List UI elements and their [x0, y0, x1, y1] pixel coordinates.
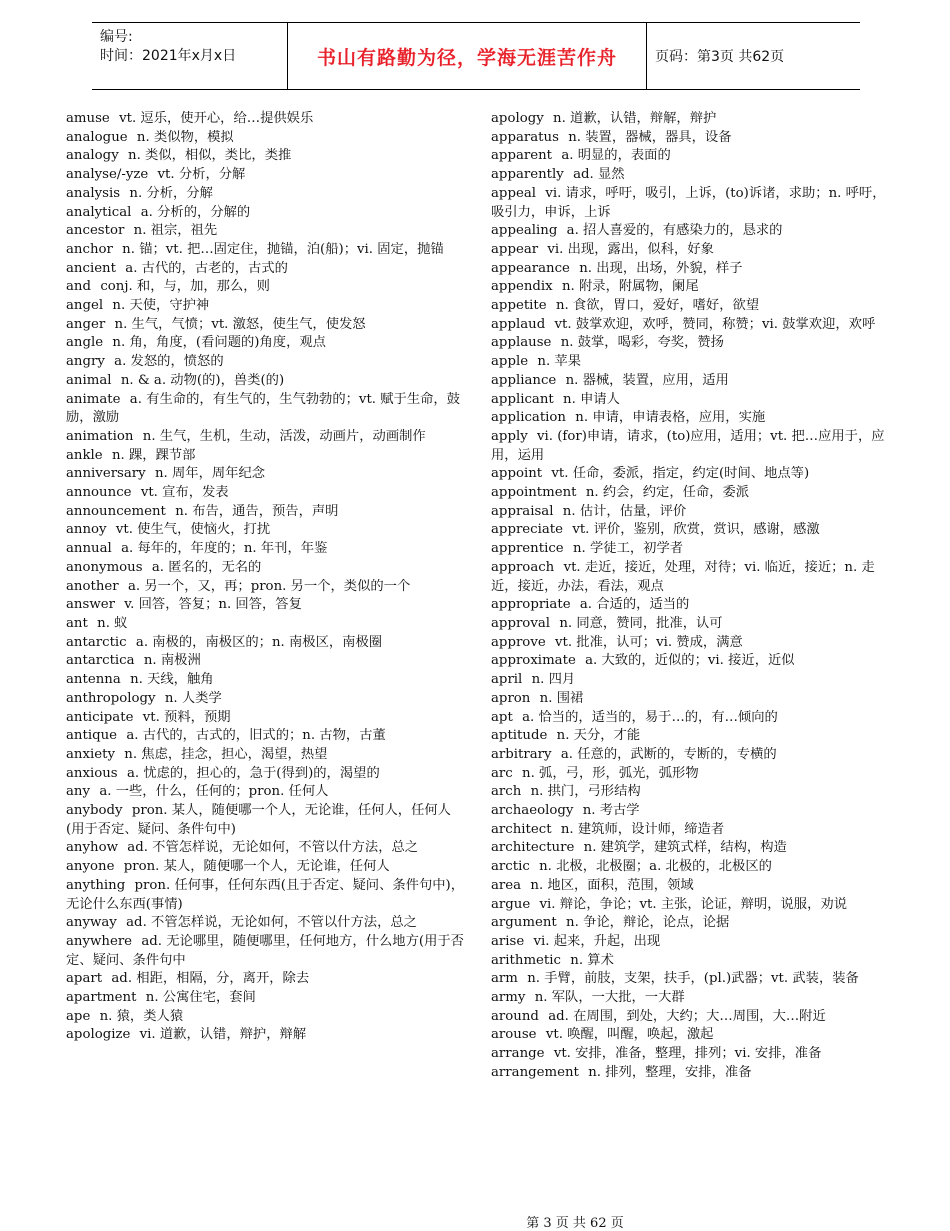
- entry-definition: vt. 安排，准备，整理，排列；vi. 安排，准备: [553, 1046, 822, 1062]
- dictionary-entry: [491, 484, 891, 503]
- entry-word: anybody: [66, 803, 123, 819]
- entry-definition: n. 公寓住宅，套间: [145, 990, 256, 1006]
- entry-definition: n. 天线，触角: [130, 672, 214, 688]
- entry-definition: n. 同意，赞同，批准，认可: [559, 615, 723, 631]
- entry-word: aptitude: [491, 728, 548, 744]
- entry-word: area: [491, 877, 522, 893]
- dictionary-entry: [66, 559, 466, 578]
- entry-definition: n. 四月: [531, 672, 576, 688]
- dictionary-entry: [491, 933, 891, 952]
- dictionary-entry: [491, 185, 891, 222]
- entry-definition: vi. 起来，升起，出现: [533, 933, 661, 949]
- entry-definition: a. 匿名的，无名的: [151, 559, 262, 575]
- entry-word: analyse/-yze: [66, 167, 149, 183]
- dictionary-entry: [491, 409, 891, 428]
- entry-definition: a. 一些，什么，任何的；pron. 任何人: [99, 784, 329, 800]
- entry-definition: a. 任意的，武断的，专断的，专横的: [560, 746, 777, 762]
- entry-definition: a. 发怒的，愤怒的: [114, 354, 224, 370]
- dictionary-entry: [66, 484, 466, 503]
- entry-word: ancestor: [66, 223, 125, 239]
- entry-definition: a. 有生命的，有生气的，生气勃勃的；vt. 赋于生命，鼓励，激励: [66, 391, 461, 426]
- dictionary-entry: [491, 166, 891, 185]
- entry-definition: n. 建筑师，设计师，缔造者: [560, 821, 725, 837]
- dictionary-entry: [491, 802, 891, 821]
- entry-word: architect: [491, 821, 552, 837]
- entry-word: annoy: [66, 522, 107, 538]
- dictionary-entry: [491, 1064, 891, 1083]
- dictionary-entry: [66, 578, 466, 597]
- entry-definition: n. 苹果: [537, 354, 581, 370]
- entry-word: ant: [66, 615, 88, 631]
- entry-definition: n. 装置，器械，器具，设备: [568, 129, 732, 145]
- dictionary-entry: [491, 559, 891, 596]
- dictionary-entry: [66, 278, 466, 297]
- entry-definition: n. 申请，申请表格，应用，实施: [575, 410, 766, 426]
- entry-word: arctic: [491, 859, 530, 875]
- entry-definition: n. 手臂，前肢，支架，扶手，(pl.)武器；vt. 武装，装备: [527, 971, 859, 987]
- dictionary-entry: [491, 914, 891, 933]
- entry-word: arm: [491, 971, 518, 987]
- entry-word: approximate: [491, 653, 576, 669]
- dictionary-entry: [66, 634, 466, 653]
- entry-definition: n. 考古学: [582, 803, 640, 819]
- document-time: 时间：2021年x月x日: [100, 48, 237, 64]
- entry-word: angle: [66, 335, 104, 351]
- dictionary-entry: [66, 204, 466, 223]
- dictionary-entry: [491, 783, 891, 802]
- entry-word: anything: [66, 877, 126, 893]
- dictionary-entry: [491, 970, 891, 989]
- dictionary-entry: [491, 391, 891, 410]
- dictionary-entry: [66, 353, 466, 372]
- dictionary-entry: [66, 241, 466, 260]
- dictionary-entry: [66, 1026, 466, 1045]
- entry-word: appetite: [491, 298, 547, 314]
- entry-definition: conj. 和，与，加，那么，则: [100, 279, 270, 295]
- entry-definition: n. 角，角度，(看问题的)角度，观点: [112, 335, 326, 351]
- dictionary-entry: [66, 166, 466, 185]
- entry-definition: vi. 道歉，认错，辩护，辩解: [139, 1027, 307, 1043]
- entry-word: around: [491, 1008, 539, 1024]
- dictionary-entry: [66, 652, 466, 671]
- entry-definition: n. 算术: [570, 952, 614, 968]
- entry-definition: n. 建筑学，建筑式样，结构，构造: [583, 840, 787, 856]
- dictionary-entry: [66, 521, 466, 540]
- entry-definition: n. 猿，类人猿: [99, 1008, 184, 1024]
- motto: 书山有路勤为径，学海无涯苦作舟: [316, 46, 617, 69]
- entry-word: arithmetic: [491, 952, 561, 968]
- entry-definition: n. 祖宗，祖先: [133, 223, 218, 239]
- dictionary-entry: [491, 896, 891, 915]
- dictionary-entry: [66, 391, 466, 428]
- entry-word: anxiety: [66, 746, 115, 762]
- entry-definition: vi. 请求，呼吁，吸引，上诉，(to)诉诸，求助；n. 呼吁，吸引力，申诉，上诉: [491, 185, 886, 220]
- dictionary-entry: [66, 222, 466, 241]
- entry-definition: n. 鼓掌，喝彩，夸奖，赞扬: [560, 335, 724, 351]
- dictionary-entry: [491, 465, 891, 484]
- entry-definition: ad. 无论哪里，随便哪里，任何地方，什么地方(用于否定、疑问、条件句中: [66, 933, 464, 968]
- entry-word: anniversary: [66, 466, 146, 482]
- entry-definition: a. 古代的，古式的，旧式的；n. 古物，古董: [126, 728, 386, 744]
- entry-word: antique: [66, 728, 118, 744]
- entry-definition: pron. 某人，随便哪一个人，无论谁，任何人: [123, 859, 390, 875]
- entry-definition: n. 弧，弓，形，弧光，弧形物: [522, 765, 699, 781]
- entry-word: army: [491, 990, 526, 1006]
- dictionary-entry: [66, 877, 466, 914]
- header-meta: [92, 23, 288, 89]
- entry-word: april: [491, 672, 523, 688]
- dictionary-entry: [66, 147, 466, 166]
- entry-definition: pron. 某人，随便哪一个人，无论谁，任何人，任何人(用于否定、疑问、条件句中): [66, 803, 451, 837]
- entry-definition: n. 地区，面积，范围，领域: [530, 877, 694, 893]
- dictionary-entry: [66, 540, 466, 559]
- entry-word: analogy: [66, 148, 119, 164]
- entry-word: apparently: [491, 167, 564, 183]
- dictionary-entry: [491, 652, 891, 671]
- entry-definition: a. 忧虑的，担心的，急于(得到)的，渴望的: [126, 765, 380, 781]
- entry-word: apology: [491, 111, 544, 126]
- entry-word: architecture: [491, 840, 575, 856]
- entry-definition: n. 军队，一大批，一大群: [534, 990, 685, 1006]
- dictionary-entry: [66, 110, 466, 129]
- entry-word: analogue: [66, 129, 128, 145]
- entry-definition: n. 南极洲: [143, 653, 201, 669]
- entry-word: apart: [66, 971, 103, 987]
- entry-definition: n. 估计，估量，评价: [562, 503, 687, 519]
- entry-definition: vt. 使生气，使恼火，打扰: [115, 522, 271, 538]
- dictionary-entry: [66, 1008, 466, 1027]
- entry-word: appreciate: [491, 522, 564, 538]
- entry-word: anyone: [66, 859, 115, 875]
- entry-word: anyway: [66, 915, 117, 931]
- entry-word: announce: [66, 485, 132, 501]
- entry-word: analytical: [66, 204, 132, 220]
- entry-word: applause: [491, 335, 552, 351]
- entry-definition: n. 拱门，弓形结构: [530, 784, 641, 800]
- entry-word: apply: [491, 428, 528, 444]
- entry-word: anonymous: [66, 559, 143, 575]
- entry-word: arrangement: [491, 1064, 579, 1080]
- entry-word: arrange: [491, 1046, 545, 1062]
- entry-word: another: [66, 578, 119, 594]
- dictionary-entry: [491, 615, 891, 634]
- entry-definition: vi. 辩论，争论；vt. 主张，论证，辩明，说服，劝说: [539, 896, 847, 912]
- dictionary-entry: [66, 316, 466, 335]
- entry-word: approve: [491, 634, 546, 650]
- entry-word: arc: [491, 765, 513, 781]
- entry-word: apprentice: [491, 541, 564, 557]
- entry-definition: pron. 任何事，任何东西(且于否定、疑问、条件句中)，无论什么东西(事情): [66, 877, 465, 912]
- entry-definition: n. 布告，通告，预告，声明: [175, 503, 339, 519]
- dictionary-entry: [491, 110, 891, 129]
- entry-word: approach: [491, 559, 555, 575]
- dictionary-entry: [66, 671, 466, 690]
- entry-definition: n. 围裙: [539, 690, 584, 706]
- dictionary-entry: [66, 465, 466, 484]
- entry-definition: n. 争论，辩论，论点，论据: [566, 915, 730, 931]
- entry-definition: ad. 相距，相隔，分，离开，除去: [111, 971, 310, 987]
- entry-word: argue: [491, 896, 531, 912]
- dictionary-entry: [66, 783, 466, 802]
- dictionary-entry: [491, 1008, 891, 1027]
- entry-word: angel: [66, 298, 104, 314]
- entry-definition: a. 合适的，适当的: [579, 597, 690, 613]
- entry-word: arch: [491, 784, 522, 800]
- dictionary-entry: [491, 746, 891, 765]
- dictionary-entry: [66, 447, 466, 466]
- entry-word: anyhow: [66, 840, 118, 856]
- dictionary-entry: [491, 129, 891, 148]
- dictionary-entry: [66, 260, 466, 279]
- entry-definition: n. 食欲，胃口，爱好，嗜好，欲望: [555, 298, 760, 314]
- dictionary-entry: [491, 634, 891, 653]
- entry-word: any: [66, 784, 91, 800]
- dictionary-entry: [66, 428, 466, 447]
- entry-word: antarctic: [66, 634, 127, 650]
- dictionary-entry: [66, 989, 466, 1008]
- entry-word: and: [66, 279, 92, 295]
- entry-definition: n. 器械，装置，应用，适用: [565, 372, 729, 388]
- entry-definition: n. 北极，北极圈；a. 北极的，北极区的: [539, 859, 772, 875]
- header-motto-cell: [288, 23, 647, 89]
- entry-definition: n. 附录，附属物，阑尾: [561, 279, 699, 295]
- entry-word: animal: [66, 372, 112, 388]
- dictionary-entry: [491, 690, 891, 709]
- entry-definition: vt. 宣布，发表: [140, 485, 229, 501]
- entry-definition: n. 分析，分解: [129, 185, 213, 201]
- page-info: 页码：第3页 共62页: [655, 49, 785, 65]
- entry-definition: n. 学徒工，初学者: [572, 541, 684, 557]
- entry-definition: n. 约会，约定，任命，委派: [585, 485, 750, 501]
- entry-definition: vt. 鼓掌欢迎，欢呼，赞同，称赞；vi. 鼓掌欢迎，欢呼: [554, 316, 876, 332]
- entry-definition: n. 道歉，认错，辩解，辩护: [553, 111, 717, 126]
- entry-definition: ad. 不管怎样说，无论如何，不管以什方法，总之: [127, 840, 419, 856]
- entry-word: applicant: [491, 391, 554, 407]
- dictionary-entry: [491, 1045, 891, 1064]
- entry-word: animate: [66, 391, 121, 407]
- entry-word: appliance: [491, 372, 557, 388]
- entry-definition: n. 焦虑，挂念，担心，渴望，热望: [124, 746, 328, 762]
- dictionary-entry: [491, 858, 891, 877]
- entry-definition: n. 出现，出场，外貌，样子: [579, 260, 743, 276]
- entry-word: annual: [66, 541, 112, 557]
- entry-word: animation: [66, 428, 134, 444]
- dictionary-entry: [66, 727, 466, 746]
- dictionary-entry: [66, 914, 466, 933]
- dictionary-entry: [491, 222, 891, 241]
- entry-definition: a. 古代的，古老的，古式的: [125, 260, 288, 276]
- dictionary-entry: [66, 615, 466, 634]
- entry-word: argument: [491, 915, 557, 931]
- dictionary-entry: [66, 503, 466, 522]
- dictionary-entry: [66, 596, 466, 615]
- right-column: [491, 110, 891, 1083]
- entry-word: apartment: [66, 990, 137, 1006]
- dictionary-entry: [491, 989, 891, 1008]
- dictionary-entry: [491, 521, 891, 540]
- entry-definition: n. 生气，气愤；vt. 激怒，使生气，使发怒: [114, 316, 366, 332]
- dictionary-entry: [491, 839, 891, 858]
- entry-word: applaud: [491, 316, 546, 332]
- dictionary-entry: [491, 952, 891, 971]
- dictionary-entry: [66, 185, 466, 204]
- entry-word: anywhere: [66, 933, 133, 949]
- entry-word: ape: [66, 1008, 91, 1024]
- entry-word: anger: [66, 316, 106, 332]
- dictionary-entry: [491, 334, 891, 353]
- entry-word: arise: [491, 933, 525, 949]
- entry-definition: n. 踝，踝节部: [111, 447, 196, 463]
- entry-definition: a. 明显的，表面的: [561, 148, 671, 164]
- entry-definition: a. 恰当的，适当的，易于…的，有…倾向的: [522, 709, 778, 725]
- entry-word: announcement: [66, 503, 166, 519]
- dictionary-entry: [491, 765, 891, 784]
- entry-definition: vi. 出现，露出，似科，好象: [547, 241, 714, 257]
- entry-word: apple: [491, 354, 529, 370]
- dictionary-entry: [66, 372, 466, 391]
- entry-definition: a. 分析的，分解的: [140, 204, 251, 220]
- entry-definition: v. 回答，答复；n. 回答，答复: [124, 597, 302, 613]
- entry-definition: a. 大致的，近似的；vi. 接近，近似: [585, 653, 795, 669]
- footer-page-number: 第 3 页 共 62 页: [526, 1216, 624, 1231]
- entry-word: apt: [491, 709, 513, 725]
- dictionary-entry: [491, 260, 891, 279]
- dictionary-entry: [491, 540, 891, 559]
- dictionary-entry: [491, 316, 891, 335]
- dictionary-entry: [66, 709, 466, 728]
- dictionary-entry: [491, 241, 891, 260]
- entry-word: appointment: [491, 485, 577, 501]
- entry-definition: a. 招人喜爱的，有感染力的，恳求的: [566, 223, 783, 239]
- dictionary-entry: [491, 147, 891, 166]
- entry-word: answer: [66, 597, 115, 613]
- entry-word: anchor: [66, 241, 113, 257]
- entry-definition: a. 另一个，又，再；pron. 另一个，类似的一个: [127, 578, 411, 594]
- entry-word: ancient: [66, 260, 116, 276]
- entry-word: approval: [491, 615, 551, 631]
- entry-word: antarctica: [66, 653, 135, 669]
- dictionary-entry: [491, 596, 891, 615]
- entry-word: appraisal: [491, 503, 554, 519]
- dictionary-entry: [66, 858, 466, 877]
- entry-word: archaeology: [491, 803, 574, 819]
- dictionary-entry: [491, 278, 891, 297]
- entry-word: apron: [491, 690, 531, 706]
- entry-definition: vt. 分析，分解: [157, 167, 246, 183]
- dictionary-entry: [66, 802, 466, 839]
- entry-word: appear: [491, 241, 539, 257]
- entry-word: ankle: [66, 447, 103, 463]
- dictionary-entry: [66, 970, 466, 989]
- page-header: [92, 22, 860, 90]
- dictionary-entry: [66, 746, 466, 765]
- entry-word: appendix: [491, 279, 553, 295]
- entry-word: angry: [66, 354, 105, 370]
- entry-definition: vt. 预料，预期: [142, 709, 231, 725]
- entry-definition: n. 类似物，模拟: [136, 129, 234, 145]
- dictionary-entry: [491, 428, 891, 465]
- dictionary-entry: [491, 503, 891, 522]
- entry-definition: vi. (for)申请，请求，(to)应用，适用；vt. 把…应用于，应用，运用: [491, 428, 885, 463]
- dictionary-entry: [491, 877, 891, 896]
- entry-definition: n. 排列，整理，安排，准备: [588, 1064, 752, 1080]
- entry-definition: vt. 逗乐，使开心，给…提供娱乐: [119, 111, 314, 126]
- dictionary-entry: [491, 1026, 891, 1045]
- left-column: [66, 110, 466, 1045]
- entry-word: appeal: [491, 185, 537, 201]
- entry-definition: n. 类似，相似，类比，类推: [128, 148, 292, 164]
- entry-word: apparent: [491, 148, 553, 164]
- entry-word: arbitrary: [491, 746, 552, 762]
- entry-definition: n. 蚁: [97, 615, 128, 631]
- dictionary-entry: [491, 727, 891, 746]
- document-number-label: 编号:: [100, 29, 133, 45]
- entry-word: application: [491, 410, 566, 426]
- entry-definition: a. 每年的，年度的；n. 年刊，年鉴: [121, 541, 328, 557]
- header-page-cell: [647, 23, 860, 89]
- entry-word: antenna: [66, 672, 121, 688]
- dictionary-entry: [491, 372, 891, 391]
- entry-definition: vt. 批准，认可；vi. 赞成，满意: [555, 634, 743, 650]
- entry-word: appoint: [491, 466, 543, 482]
- entry-definition: n. 人类学: [164, 690, 222, 706]
- entry-definition: vt. 唤醒，叫醒，唤起，激起: [545, 1027, 714, 1043]
- dictionary-entry: [66, 933, 466, 970]
- entry-definition: ad. 不管怎样说，无论如何，不管以什方法，总之: [126, 915, 417, 931]
- entry-definition: n. & a. 动物(的)，兽类(的): [120, 372, 285, 388]
- entry-word: apparatus: [491, 129, 559, 145]
- dictionary-entry: [66, 839, 466, 858]
- entry-definition: n. 申请人: [563, 391, 620, 407]
- entry-word: analysis: [66, 185, 121, 201]
- entry-word: anthropology: [66, 690, 156, 706]
- entry-word: apologize: [66, 1027, 131, 1043]
- entry-definition: vt. 走近，接近，处理，对待；vi. 临近，接近；n. 走近，接近，办法，看法，观点: [491, 559, 875, 594]
- entry-definition: vt. 评价，鉴别，欣赏，赏识，感谢，感激: [572, 522, 820, 538]
- dictionary-entry: [66, 129, 466, 148]
- entry-definition: n. 锚；vt. 把…固定住，抛锚，泊(船)；vi. 固定，抛锚: [122, 241, 444, 257]
- entry-word: amuse: [66, 111, 110, 126]
- dictionary-entry: [491, 709, 891, 728]
- entry-word: appropriate: [491, 597, 571, 613]
- entry-word: anticipate: [66, 709, 134, 725]
- dictionary-entry: [66, 690, 466, 709]
- dictionary-entry: [491, 671, 891, 690]
- dictionary-entry: [491, 297, 891, 316]
- dictionary-entry: [66, 334, 466, 353]
- entry-definition: n. 周年，周年纪念: [154, 466, 266, 482]
- dictionary-entry: [491, 353, 891, 372]
- entry-definition: n. 生气，生机，生动，活泼，动画片，动画制作: [142, 428, 426, 444]
- dictionary-entry: [66, 297, 466, 316]
- dictionary-entry: [491, 821, 891, 840]
- entry-word: anxious: [66, 765, 118, 781]
- entry-definition: a. 南极的，南极区的；n. 南极区，南极圈: [135, 634, 383, 650]
- entry-definition: vt. 任命，委派，指定，约定(时间、地点等): [551, 466, 810, 482]
- entry-definition: n. 天分，才能: [556, 728, 641, 744]
- entry-word: appealing: [491, 223, 558, 239]
- entry-word: appearance: [491, 260, 570, 276]
- entry-definition: ad. 显然: [573, 167, 625, 183]
- entry-definition: n. 天使，守护神: [112, 298, 210, 314]
- entry-word: arouse: [491, 1027, 537, 1043]
- page-footer: [0, 1212, 950, 1231]
- dictionary-entry: [66, 765, 466, 784]
- entry-definition: ad. 在周围，到处，大约；大…周围，大…附近: [548, 1008, 826, 1024]
